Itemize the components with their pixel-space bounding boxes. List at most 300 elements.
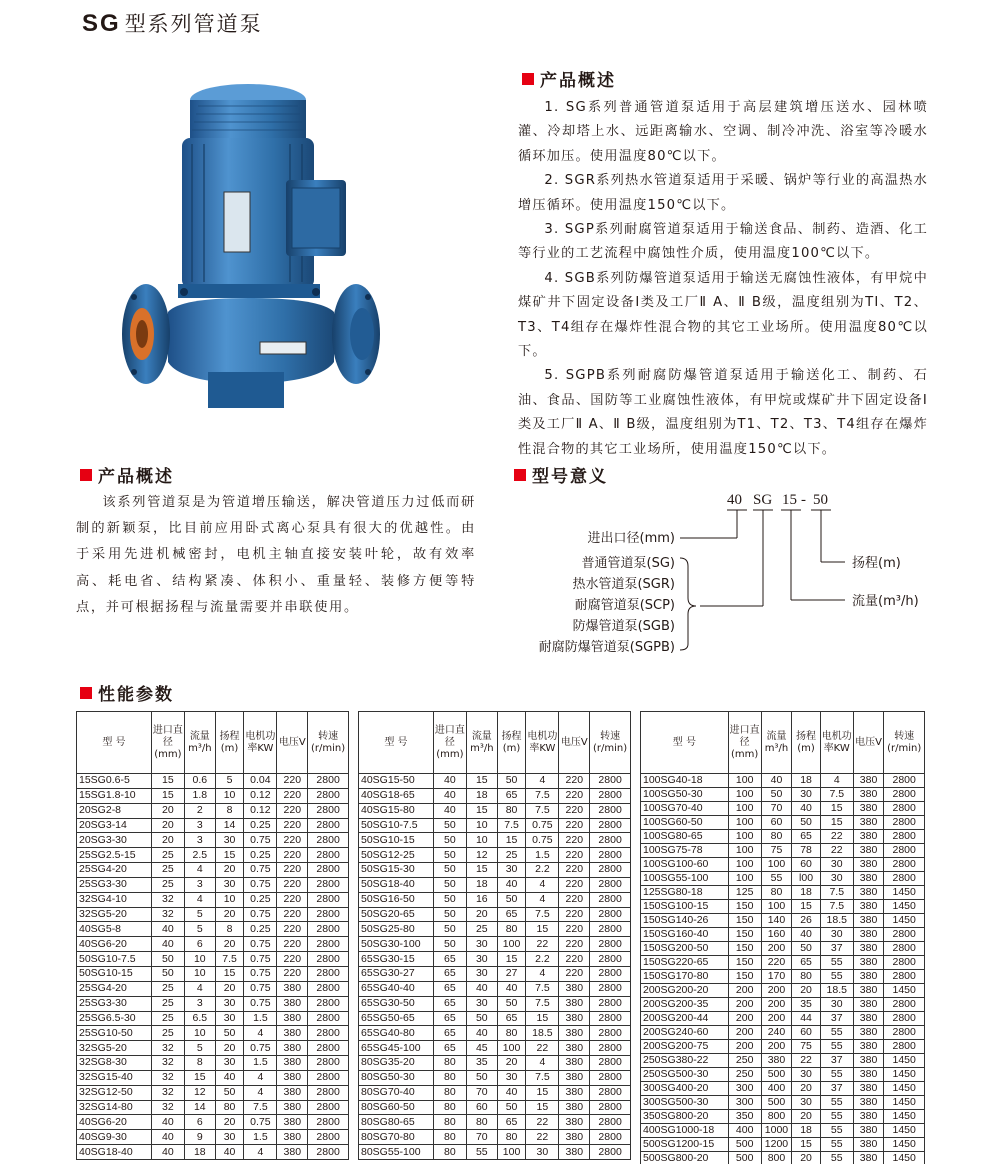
- table-cell: 18.5: [820, 984, 853, 998]
- table-cell: 18: [792, 886, 821, 900]
- table-cell: 5: [184, 1041, 215, 1056]
- table-cell: 2.2: [526, 863, 559, 878]
- table-row: [77, 981, 349, 996]
- table-cell: 380: [853, 886, 884, 900]
- table-row: [641, 914, 925, 928]
- model-cell: 25SG3-30: [77, 996, 152, 1011]
- table-cell: 22: [820, 844, 853, 858]
- table-cell: 380: [559, 1130, 590, 1145]
- table-cell: 37: [820, 1082, 853, 1096]
- model-cell: 25SG6.5-30: [77, 1011, 152, 1026]
- performance-table-3: [640, 711, 925, 1164]
- table-cell: 380: [559, 1056, 590, 1071]
- table-cell: 380: [853, 844, 884, 858]
- table-cell: 50: [433, 818, 466, 833]
- table-cell: 2800: [308, 922, 349, 937]
- table-cell: 150: [728, 970, 761, 984]
- table-cell: 50: [466, 1070, 497, 1085]
- table-cell: 55: [820, 1124, 853, 1138]
- table-cell: 2800: [590, 788, 631, 803]
- model-cell: 25SG10-50: [77, 1026, 152, 1041]
- table-cell: 240: [761, 1026, 792, 1040]
- table-cell: 40: [792, 802, 821, 816]
- table-cell: 160: [761, 928, 792, 942]
- table-cell: 220: [277, 818, 308, 833]
- table-row: [641, 956, 925, 970]
- label-type-sg: 普通管道泵(SG): [581, 556, 675, 571]
- model-cell: 25SG4-20: [77, 981, 152, 996]
- table-cell: 55: [761, 872, 792, 886]
- table-cell: 1000: [761, 1124, 792, 1138]
- table-cell: 15: [497, 833, 526, 848]
- table-cell: 15: [466, 774, 497, 789]
- table-cell: 2800: [590, 863, 631, 878]
- model-cell: 100SG100-60: [641, 858, 729, 872]
- model-cell: 32SG5-20: [77, 1041, 152, 1056]
- table-cell: 200: [728, 998, 761, 1012]
- model-code-diagram: [520, 486, 940, 661]
- table-cell: 2800: [590, 848, 631, 863]
- table-cell: 220: [277, 774, 308, 789]
- table-cell: 500: [728, 1152, 761, 1164]
- model-cell: 40SG18-40: [77, 1145, 152, 1160]
- table-row: [359, 907, 631, 922]
- model-cell: 40SG9-30: [77, 1130, 152, 1145]
- page-title: SG 型系列管道泵: [82, 10, 263, 37]
- table-cell: 2800: [308, 1026, 349, 1041]
- label-type-sgr: 热水管道泵(SGR): [572, 577, 675, 592]
- table-cell: 380: [853, 928, 884, 942]
- table-cell: 380: [277, 1100, 308, 1115]
- table-cell: 5: [215, 774, 244, 789]
- table-row: [641, 858, 925, 872]
- table-row: [641, 788, 925, 802]
- table-cell: 37: [820, 1054, 853, 1068]
- table-cell: 15: [792, 1138, 821, 1152]
- table-row: [641, 802, 925, 816]
- model-cell: 150SG100-15: [641, 900, 729, 914]
- table-cell: 220: [559, 907, 590, 922]
- table-cell: 50: [433, 922, 466, 937]
- table-cell: 4: [526, 774, 559, 789]
- table-cell: 40: [466, 1026, 497, 1041]
- table-cell: 2800: [308, 818, 349, 833]
- table-cell: 2800: [884, 998, 925, 1012]
- table-cell: 380: [277, 1011, 308, 1026]
- table-cell: 80: [215, 1100, 244, 1115]
- table-cell: 220: [559, 833, 590, 848]
- table-cell: 80: [497, 1130, 526, 1145]
- table-cell: 100: [728, 872, 761, 886]
- table-cell: 2800: [590, 833, 631, 848]
- table-cell: 1.8: [184, 788, 215, 803]
- table-cell: 1450: [884, 886, 925, 900]
- table-header-cell: 扬程(m): [497, 712, 526, 774]
- table-header-cell: 进口直径(mm): [433, 712, 466, 774]
- table-cell: 2800: [884, 1012, 925, 1026]
- table-cell: 37: [820, 1012, 853, 1026]
- table-cell: 1450: [884, 914, 925, 928]
- table-cell: 0.75: [526, 833, 559, 848]
- table-cell: 2800: [884, 956, 925, 970]
- table-cell: 7.5: [526, 981, 559, 996]
- model-cell: 20SG2-8: [77, 803, 152, 818]
- table-cell: 1.5: [244, 1011, 277, 1026]
- table-cell: 55: [820, 956, 853, 970]
- table-cell: 80: [433, 1100, 466, 1115]
- table-cell: 22: [526, 1041, 559, 1056]
- table-cell: 380: [559, 996, 590, 1011]
- table-cell: 65: [497, 788, 526, 803]
- model-cell: 500SG1200-15: [641, 1138, 729, 1152]
- overview-paragraph: 1. SG系列普通管道泵适用于高层建筑增压送水、园林喷灌、冷却塔上水、远距离输水、空调、制冷冲洗、浴室等冷暖水循环加压。使用温度80℃以下。: [518, 100, 928, 164]
- table-cell: 2800: [308, 1041, 349, 1056]
- table-cell: 16: [466, 892, 497, 907]
- table-cell: 1450: [884, 1152, 925, 1164]
- table-cell: 500: [761, 1068, 792, 1082]
- table-cell: 380: [277, 996, 308, 1011]
- table-cell: 26: [792, 914, 821, 928]
- table-cell: 50: [433, 937, 466, 952]
- table-cell: 10: [215, 892, 244, 907]
- table-cell: 30: [526, 1145, 559, 1160]
- table-cell: 40: [215, 1145, 244, 1160]
- model-cell: 100SG50-30: [641, 788, 729, 802]
- table-cell: 380: [853, 774, 884, 788]
- table-cell: 100: [761, 858, 792, 872]
- model-cell: 50SG15-30: [359, 863, 434, 878]
- table-cell: 220: [277, 892, 308, 907]
- model-cell: 50SG30-100: [359, 937, 434, 952]
- table-cell: 80: [433, 1115, 466, 1130]
- table-cell: 14: [184, 1100, 215, 1115]
- table-header-cell: 流量m³/h: [184, 712, 215, 774]
- table-cell: 7.5: [820, 900, 853, 914]
- table-row: [641, 998, 925, 1012]
- table-cell: 1450: [884, 1054, 925, 1068]
- table-cell: 380: [853, 830, 884, 844]
- section-heading-overview-left: 产品概述: [80, 462, 174, 487]
- table-cell: 2800: [590, 966, 631, 981]
- table-row: [641, 1152, 925, 1164]
- table-header-cell: 扬程(m): [215, 712, 244, 774]
- table-cell: 2800: [308, 937, 349, 952]
- table-cell: 1450: [884, 1068, 925, 1082]
- table-cell: 20: [215, 937, 244, 952]
- table-cell: 40: [151, 1115, 184, 1130]
- table-cell: 8: [215, 803, 244, 818]
- table-cell: 80: [433, 1130, 466, 1145]
- table-cell: 2800: [590, 981, 631, 996]
- table-cell: 0.25: [244, 892, 277, 907]
- table-header-cell: 电压V: [559, 712, 590, 774]
- table-cell: 15: [526, 1100, 559, 1115]
- table-cell: 32: [151, 1056, 184, 1071]
- table-cell: 0.25: [244, 922, 277, 937]
- table-cell: 22: [526, 1130, 559, 1145]
- table-cell: 220: [559, 892, 590, 907]
- label-type-sgpb: 耐腐防爆管道泵(SGPB): [538, 640, 675, 655]
- table-row: [641, 1138, 925, 1152]
- table-cell: 0.6: [184, 774, 215, 789]
- model-cell: 300SG500-30: [641, 1096, 729, 1110]
- model-cell: 20SG3-30: [77, 833, 152, 848]
- table-cell: 2.2: [526, 952, 559, 967]
- table-cell: 20: [151, 803, 184, 818]
- code-dash: -: [801, 492, 806, 508]
- table-cell: 4: [526, 1056, 559, 1071]
- table-cell: 2800: [590, 774, 631, 789]
- table-cell: 100: [728, 802, 761, 816]
- table-cell: 2800: [590, 1145, 631, 1160]
- table-cell: 100: [497, 937, 526, 952]
- table-cell: 3: [184, 996, 215, 1011]
- table-row: [359, 1085, 631, 1100]
- table-cell: 0.75: [244, 937, 277, 952]
- table-cell: 15: [466, 863, 497, 878]
- table-cell: 380: [559, 1085, 590, 1100]
- table-cell: 2800: [308, 788, 349, 803]
- model-cell: 100SG55-100: [641, 872, 729, 886]
- table-cell: 22: [820, 830, 853, 844]
- table-cell: 30: [497, 1070, 526, 1085]
- table-cell: 2800: [884, 802, 925, 816]
- model-cell: 50SG10-15: [77, 966, 152, 981]
- table-cell: 220: [277, 877, 308, 892]
- table-cell: 2800: [308, 1011, 349, 1026]
- table-cell: 50: [433, 833, 466, 848]
- table-row: [77, 922, 349, 937]
- model-cell: 100SG80-65: [641, 830, 729, 844]
- table-cell: 350: [728, 1110, 761, 1124]
- table-cell: 0.75: [244, 981, 277, 996]
- table-row: [359, 892, 631, 907]
- model-cell: 32SG12-50: [77, 1085, 152, 1100]
- table-cell: 65: [497, 907, 526, 922]
- table-row: [77, 892, 349, 907]
- table-cell: 380: [277, 981, 308, 996]
- table-cell: 380: [853, 1152, 884, 1164]
- table-cell: 40: [761, 774, 792, 788]
- table-cell: 30: [215, 1056, 244, 1071]
- table-cell: 18: [466, 877, 497, 892]
- table-cell: 27: [497, 966, 526, 981]
- table-row: [77, 1026, 349, 1041]
- table-row: [359, 937, 631, 952]
- table-row: [359, 922, 631, 937]
- table-cell: 4: [184, 892, 215, 907]
- table-row: [77, 937, 349, 952]
- model-cell: 20SG3-14: [77, 818, 152, 833]
- table-cell: 2800: [590, 818, 631, 833]
- table-cell: 10: [184, 952, 215, 967]
- code-head: 50: [813, 492, 828, 508]
- table-cell: 0.75: [244, 952, 277, 967]
- table-cell: 0.04: [244, 774, 277, 789]
- table-cell: 15: [151, 774, 184, 789]
- table-cell: 4: [526, 892, 559, 907]
- table-cell: 2800: [590, 907, 631, 922]
- code-series: SG: [753, 492, 773, 508]
- table-cell: 380: [559, 1011, 590, 1026]
- table-cell: 380: [853, 788, 884, 802]
- table-header-cell: 流量m³/h: [466, 712, 497, 774]
- table-cell: 380: [853, 1138, 884, 1152]
- label-flow: 流量(m³/h): [852, 594, 919, 609]
- table-cell: 4: [244, 1026, 277, 1041]
- table-cell: 30: [792, 1096, 821, 1110]
- model-cell: 300SG400-20: [641, 1082, 729, 1096]
- table-cell: 30: [215, 833, 244, 848]
- model-cell: 80SG80-65: [359, 1115, 434, 1130]
- table-cell: 220: [559, 863, 590, 878]
- model-cell: 250SG380-22: [641, 1054, 729, 1068]
- table-cell: 32: [151, 1041, 184, 1056]
- table-cell: 50: [433, 848, 466, 863]
- table-cell: 18.5: [526, 1026, 559, 1041]
- table-cell: 250: [728, 1054, 761, 1068]
- red-square-icon: [514, 469, 526, 481]
- table-cell: 5: [184, 922, 215, 937]
- table-cell: 500: [761, 1096, 792, 1110]
- table-row: [359, 952, 631, 967]
- table-cell: 2800: [590, 1026, 631, 1041]
- table-cell: 100: [728, 858, 761, 872]
- table-cell: 30: [215, 996, 244, 1011]
- table-cell: 15: [526, 1011, 559, 1026]
- table-cell: 32: [151, 1070, 184, 1085]
- model-cell: 40SG6-20: [77, 937, 152, 952]
- model-cell: 15SG1.8-10: [77, 788, 152, 803]
- table-cell: 15: [792, 900, 821, 914]
- table-cell: 220: [559, 966, 590, 981]
- table-cell: 220: [277, 803, 308, 818]
- table-cell: 4: [244, 1145, 277, 1160]
- table-row: [77, 966, 349, 981]
- table-cell: 50: [433, 907, 466, 922]
- table-cell: 32: [151, 1085, 184, 1100]
- table-cell: 380: [853, 802, 884, 816]
- model-cell: 100SG70-40: [641, 802, 729, 816]
- table-cell: 380: [559, 1115, 590, 1130]
- table-cell: 2800: [308, 1100, 349, 1115]
- table-row: [359, 1026, 631, 1041]
- label-inlet: 进出口径(mm): [587, 531, 675, 546]
- table-cell: 80: [761, 830, 792, 844]
- table-row: [359, 1011, 631, 1026]
- table-cell: 2800: [308, 892, 349, 907]
- model-cell: 65SG40-80: [359, 1026, 434, 1041]
- table-cell: 10: [466, 818, 497, 833]
- table-cell: 150: [728, 956, 761, 970]
- table-cell: 20: [215, 981, 244, 996]
- table-cell: 2800: [590, 1070, 631, 1085]
- table-cell: 2800: [308, 1056, 349, 1071]
- table-cell: 220: [559, 952, 590, 967]
- table-cell: 8: [184, 1056, 215, 1071]
- model-cell: 80SG55-100: [359, 1145, 434, 1160]
- table-cell: 200: [728, 984, 761, 998]
- table-cell: 50: [151, 966, 184, 981]
- table-cell: 80: [433, 1085, 466, 1100]
- table-cell: 65: [433, 966, 466, 981]
- table-cell: 65: [433, 952, 466, 967]
- table-row: [641, 928, 925, 942]
- table-row: [77, 774, 349, 789]
- table-cell: 2800: [308, 774, 349, 789]
- table-cell: 6: [184, 1115, 215, 1130]
- table-cell: 70: [466, 1130, 497, 1145]
- table-cell: 380: [853, 942, 884, 956]
- table-cell: 15: [151, 788, 184, 803]
- pump-image: [120, 72, 390, 422]
- overview-top-text: [518, 96, 928, 462]
- model-cell: 500SG800-20: [641, 1152, 729, 1164]
- overview-paragraph: 5. SGPB系列耐腐防爆管道泵适用于输送化工、制药、石油、食品、国防等工业腐蚀性液体，有甲烷或煤矿井下固定设备I类及工厂Ⅱ A、Ⅱ B级，温度组别为T1、T2、T3、T4组存在爆炸性混合物的其它工业场所，使用温度150℃以下。: [518, 368, 928, 457]
- table-cell: 380: [853, 1124, 884, 1138]
- table-cell: 40: [151, 1145, 184, 1160]
- model-cell: 50SG10-7.5: [359, 818, 434, 833]
- table-cell: 50: [497, 774, 526, 789]
- table-cell: 10: [466, 833, 497, 848]
- table-row: [359, 1115, 631, 1130]
- table-cell: 70: [466, 1085, 497, 1100]
- table-cell: 380: [853, 1068, 884, 1082]
- table-cell: 2800: [308, 1070, 349, 1085]
- table-cell: 10: [215, 788, 244, 803]
- table-cell: 50: [433, 877, 466, 892]
- model-cell: 40SG5-8: [77, 922, 152, 937]
- table-cell: 60: [466, 1100, 497, 1115]
- model-cell: 25SG3-30: [77, 877, 152, 892]
- table-cell: 0.75: [244, 833, 277, 848]
- table-cell: 40: [151, 1130, 184, 1145]
- table-cell: 380: [853, 1096, 884, 1110]
- table-cell: 12: [184, 1085, 215, 1100]
- table-cell: 18.5: [820, 914, 853, 928]
- table-cell: 3: [184, 818, 215, 833]
- table-cell: 15: [466, 803, 497, 818]
- table-cell: 0.75: [244, 1115, 277, 1130]
- model-cell: 50SG25-80: [359, 922, 434, 937]
- model-cell: 200SG240-60: [641, 1026, 729, 1040]
- model-cell: 50SG16-50: [359, 892, 434, 907]
- table-cell: 2800: [884, 872, 925, 886]
- table-cell: 7.5: [526, 1070, 559, 1085]
- table-row: [641, 942, 925, 956]
- table-cell: 50: [433, 863, 466, 878]
- table-cell: 2800: [590, 1011, 631, 1026]
- table-cell: 50: [466, 1011, 497, 1026]
- table-cell: 400: [728, 1124, 761, 1138]
- table-cell: 380: [761, 1054, 792, 1068]
- table-cell: 2800: [884, 1040, 925, 1054]
- table-cell: 6: [184, 937, 215, 952]
- table-cell: 100: [728, 774, 761, 788]
- table-cell: 7.5: [244, 1100, 277, 1115]
- table-row: [77, 1115, 349, 1130]
- table-cell: 200: [761, 1012, 792, 1026]
- table-cell: 20: [215, 907, 244, 922]
- table-row: [359, 1100, 631, 1115]
- table-cell: 25: [466, 922, 497, 937]
- table-cell: 2800: [308, 1145, 349, 1160]
- table-cell: 30: [497, 863, 526, 878]
- table-row: [641, 830, 925, 844]
- table-cell: 200: [761, 942, 792, 956]
- table-cell: 220: [277, 788, 308, 803]
- model-cell: 80SG50-30: [359, 1070, 434, 1085]
